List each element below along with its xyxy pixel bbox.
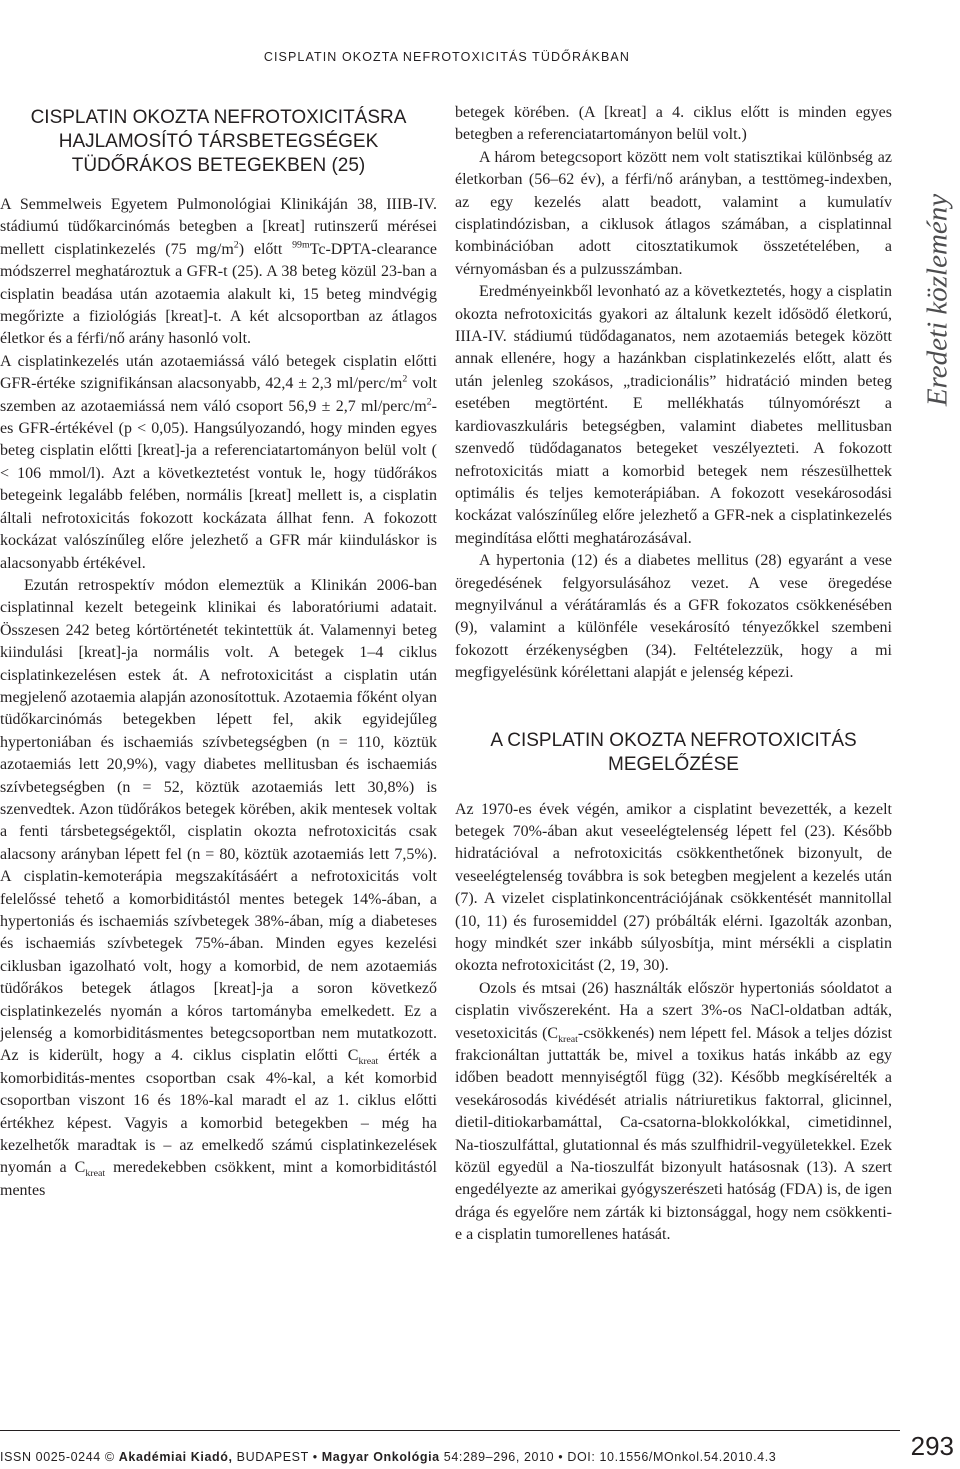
text-run: érték a komorbiditás-mentes csoportban csak 4%-kal, a két komorbid csoportban viszont 16 és 18%-kal maradt el az 1. ciklus előtti értékhez képest. Vagyis a komorbid betegekben – még ha kezelhetők maradtak is – az emelkedő számú cisplatinkezelések nyomán a C xyxy=(0,1047,437,1177)
text-run: A cisplatinkezelés után azotaemiássá váló betegek cisplatin előtti GFR-értéke szignifikánsan alacsonyabb, 42,4 ± 2,3 ml/perc/m xyxy=(0,352,437,393)
text-run: Ozols és mtsai (26) használták először hypertoniás sóoldatot a cisplatin vivőszereként. Ha a szert 3%-os NaCl-oldatban adták, vesetoxicitás (C xyxy=(455,979,892,1042)
right-paragraph-2: A három betegcsoport között nem volt statisztikai különbség az életkorban (56–62 év), a férfi/nő arányban, a testtömeg-indexben, az egy kezelés alatt beadott, valamint a kumulatív cisplatindózisban, a ciklusok átlagos számában, a cisplatinnal kombinációban adott citosztatikumok összetételében, a vérnyomásban és a pulzusszámban. xyxy=(455,148,892,278)
text-run: ) előtt xyxy=(238,240,293,258)
text-run: volt szemben az azotaemiássá nem váló csoport 56,9 ± 2,7 ml/perc/m xyxy=(0,375,437,415)
right-column xyxy=(455,102,892,1247)
footer-publisher: Akadémiai Kiadó, xyxy=(118,1450,233,1464)
running-header: CISPLATIN OKOZTA NEFROTOXICITÁS TÜDŐRÁKBAN xyxy=(263,50,630,64)
right-section-title: A CISPLATIN OKOZTA NEFROTOXICITÁS MEGELŐZÉSE xyxy=(490,729,857,775)
text-run: A Semmelweis Egyetem Pulmonológiai Klinikáján 38, IIIB-IV. stádiumú tüdőkarcinómás betegben a [kreat] rutinszerű mérései mellett cisplatinkezelés (75 mg/m xyxy=(0,196,437,258)
footer-journal: Magyar Onkológia xyxy=(321,1450,440,1464)
superscript: 2 xyxy=(426,396,432,408)
right-paragraph-5: Az 1970-es évek végén, amikor a cisplatint bevezették, a kezelt betegek 70%-ában akut veseelégtelenség lépett fel (23). Később hidratációval a nefrotoxicitás csökkenthetőnek bizonyult, de veseelégtelenség továbbra is sok betegben megjelent a kezelés után (7). A vizelet cisplatinkoncentrációjának csökkentését mannitollal (10, 11) és furosemiddel (27) próbálták elérni. Igazolták azonban, hogy mindkét szer inkább súlyosbítja, mint mérsékli a cisplatin okozta nefrotoxicitást (2, 19, 30). xyxy=(455,800,892,975)
side-label xyxy=(918,150,958,450)
text-run: -es GFR-értékével (p < 0,05). Hangsúlyozandó, hogy minden egyes beteg cisplatin előtti [kreat]-ja a referenciatartományon belül volt ( < 106 mmol/l). Azt a következtetést vontuk le, hogy tüdőrákos betegeink legalább felében, normális [kreat] mellett is, a cisplatin általi nefrotoxicitás fokozott kockázata állhat fenn. A fokozott kockázat valószínűleg előre jelezhető a GFR már kiinduláskor is alacsonyabb értékével. xyxy=(0,397,437,572)
superscript: 2 xyxy=(233,239,239,251)
page-number: 293 xyxy=(910,1431,954,1461)
right-paragraph-3: Eredményeinkből levonható az a következtetés, hogy a cisplatin okozta nefrotoxicitás gyakori az általunk kezelt idősödő életkorú, IIIA-IV. stádiumú tüdődaganatos, nem azotaemiás betegek között annak ellenére, hogy a hazánkban cisplatinkezelés előtt, alatt és után jelenleg szokásos, „tradicionális” hidratáció minden beteg esetében megtörtént. E mellékhatás túlnyomórészt a kardiovaszkuláris betegségben, valamint diabetes mellitusban szenvedő tüdődaganatos betegeket veszélyezteti. A fokozott nefrotoxicitás miatt a komorbid betegek nem részesülhettek optimális és teljes kemoterápiában. A fokozott vesekárosodási kockázat valószínűleg előre jelezhető a GFR-nek a cisplatinkezelés megindítása előtti meghatározásával. xyxy=(455,283,892,547)
right-paragraph-4: A hypertonia (12) és a diabetes mellitus (28) egyaránt a vese öregedésének felgyorsulásához vezet. A vese öregedése megnyilvánul a vérátáramlás és a GFR fokozatos csökkenésében (9), valamint a különféle vesekárosító tényezőkkel szembeni fokozott érzékenységben (34). Feltételezzük, hogy a mi megfigyelésünk kórélettani alapját e jelenség képezi. xyxy=(455,552,892,682)
footer-issn: ISSN 0025-0244 © xyxy=(0,1450,119,1464)
subscript: kreat xyxy=(358,1056,379,1068)
left-paragraph-1 xyxy=(0,194,437,351)
footer-city: BUDAPEST • xyxy=(232,1450,322,1464)
text-run: Ezután retrospektív módon elemeztük a Klinikán 2006-ban cisplatinnal kezelt betegeink klinikai és laboratóriumi adatait. Összesen 242 beteg kórtörténetét tekintettük át. Valamennyi beteg kiindulási [kreat]-ja normális volt. A betegek 1–4 ciklus cisplatinkezelésen estek át. A nefrotoxicitást a cisplatin után megjelenő azotaemia alapján azonosítottuk. Azotaemia főként olyan tüdőkarcinómás betegekben lépett fel, akik egyidejűleg hypertoniában és ischaemiás szívbetegségben (n = 110, köztük azotaemiás lett 20,9%), vagy diabetes mellitusban és ischaemiás szívbetegségben (n = 52, köztük azotaemiás lett 30,8%) is szenvedtek. Azon tüdőrákos betegek körében, akik mentesek voltak a fenti társbetegségektől, cisplatin okozta nefrotoxicitás csak alacsony arányban lépett fel (n = 80, köztük azotaemiás lett 7,5%). A cisplatin-kemoterápia megszakításáért a nefrotoxicitás volt felelőssé tehető a komorbiditástól mentes betegek 14%-ában, a hypertoniás és ischaemiás szívbetegek 38%-ában, míg a diabeteses és ischaemiás szívbetegek 75%-ában. Minden egyes kezelési ciklusban igazolható volt, hogy a komorbid, de nem azotaemiás tüdőrákos betegek átlagos [kreat]-ja a soron következő cisplatinkezelés nyomán a kóros tartományba emelkedett. Ez a jelenség a komorbiditásmentes betegcsoportban nem mutatkozott. Az is kiderült, hogy a 4. ciklus cisplatin előtti C xyxy=(0,576,437,1065)
text-run: Tc-DPTA-clearance módszerrel meghatároztuk a GFR-t (25). A 38 beteg közül 23-ban a cisplatin beadása után azotaemia alakult ki, 15 beteg mindvégig megőrizte a fiziológiás [kreat]-t. A két alcsoportban az átlagos életkor és a férfi/nő arány hasonló volt. xyxy=(0,240,437,348)
side-label-text: Eredeti közlemény xyxy=(921,193,954,407)
text-run: -csökkenés) nem lépett fel. Mások a teljes dózist frakcionáltan juttatták be, mivel a toxikus hatás inkább az egy időben beadott mennyiségtől függ (32). Később megkísérelték a vesekárosodás kivédését atrialis nátriuretikus faktorral, glicinnel, dietil-ditiokarbamáttal, Ca-csatorna-blokkolókkal, cimetidinnel, Na-tioszulfáttal, glutationnal és más szulfhidril-vegyületekkel. Ezek közül egyedül a Na-tioszulfát bizonyult hatásosnak (13). A szert engedélyezte az amerikai gyógyszerészeti hatóság (FDA) is, de igen drága és egyelőre nem zárták ki biztonsággal, hogy nem csökkenti-e a cisplatin tumorellenes hatását. xyxy=(455,1024,893,1244)
subscript: kreat xyxy=(558,1033,578,1045)
footer-rule xyxy=(0,1430,900,1431)
subscript: kreat xyxy=(85,1168,106,1180)
left-column xyxy=(0,102,437,1202)
left-paragraph-3 xyxy=(0,575,437,1202)
left-section-title: CISPLATIN OKOZTA NEFROTOXICITÁSRA HAJLAMOSÍTÓ TÁRSBETEGSÉGEK TÜDŐRÁKOS BETEGEKBEN (25) xyxy=(30,107,407,176)
right-paragraph-1: betegek körében. (A [kreat] a 4. ciklus előtt is minden egyes betegben a referenciatartományon belül volt.) xyxy=(455,104,892,144)
footer-citation: 54:289–296, 2010 • DOI: 10.1556/MOnkol.54.2010.4.3 xyxy=(439,1450,777,1464)
right-paragraph-6 xyxy=(455,978,892,1247)
text-run: meredekebben csökkent, mint a komorbiditástól mentes xyxy=(0,1159,438,1199)
left-paragraph-2 xyxy=(0,351,437,575)
superscript: 2 xyxy=(402,373,408,385)
footer xyxy=(0,1450,776,1464)
superscript: 99m xyxy=(292,239,310,251)
